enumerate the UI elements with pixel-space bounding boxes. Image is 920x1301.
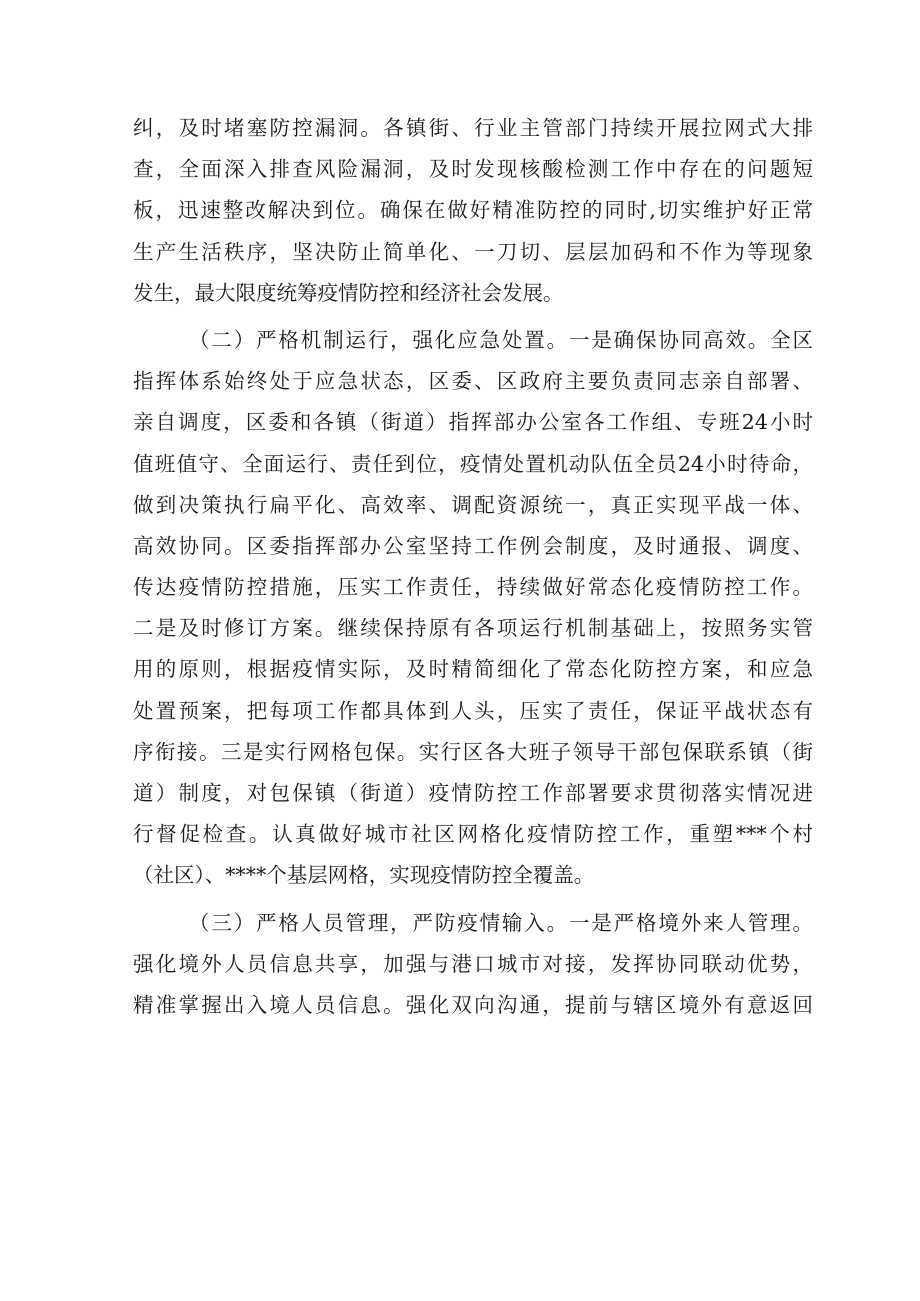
text-line: 值班值守、全面运行、责任到位，疫情处置机动队伍全员24小时待命，	[133, 451, 813, 476]
text-line: 做到决策执行扁平化、高效率、调配资源统一，真正实现平战一体、	[133, 492, 813, 517]
text-line: 查，全面深入排查风险漏洞，及时发现核酸检测工作中存在的问题短	[133, 157, 813, 182]
text-line: （社区）、****个基层网格，实现疫情防控全覆盖。	[133, 863, 595, 888]
text-line: 指挥体系始终处于应急状态，区委、区政府主要负责同志亲自部署、	[133, 369, 813, 394]
text-line: 板，迅速整改解决到位。确保在做好精准防控的同时,切实维护好正常	[133, 198, 813, 223]
text-line: 纠，及时堵塞防控漏洞。各镇街、行业主管部门持续开展拉网式大排	[133, 116, 813, 140]
text-line: 精准掌握出入境人员信息。强化双向沟通，提前与辖区境外有意返回	[133, 992, 813, 1017]
text-line: 传达疫情防控措施，压实工作责任，持续做好常态化疫情防控工作。	[133, 575, 813, 600]
text-line: 二是及时修订方案。继续保持原有各项运行机制基础上，按照务实管	[133, 616, 813, 641]
document-body	[133, 108, 813, 1026]
text-line: 强化境外人员信息共享，加强与港口城市对接，发挥协同联动优势，	[133, 951, 813, 976]
text-line: （二）严格机制运行，强化应急处置。一是确保协同高效。全区	[189, 327, 813, 352]
text-line: 道）制度，对包保镇（街道）疫情防控工作部署要求贯彻落实情况进	[133, 781, 813, 805]
text-line: 生产生活秩序，坚决防止简单化、一刀切、层层加码和不作为等现象	[133, 239, 813, 264]
text-line: （三）严格人员管理，严防疫情输入。一是严格境外来人管理。	[189, 910, 813, 935]
paragraph-3	[133, 903, 813, 1027]
text-line: 用的原则，根据疫情实际，及时精简细化了常态化防控方案，和应急	[133, 657, 813, 682]
text-line: 处置预案，把每项工作都具体到人头，压实了责任，保证平战状态有	[133, 698, 813, 723]
text-line: 发生，最大限度统筹疫情防控和经济社会发展。	[133, 280, 564, 305]
paragraph-1	[133, 108, 813, 314]
text-line: 序衔接。三是实行网格包保。实行区各大班子领导干部包保联系镇（街	[133, 739, 813, 764]
text-line: 行督促检查。认真做好城市社区网格化疫情防控工作，重塑***个村	[133, 822, 813, 847]
text-line: 亲自调度，区委和各镇（街道）指挥部办公室各工作组、专班24小时	[133, 410, 813, 435]
text-line: 高效协同。区委指挥部办公室坚持工作例会制度，及时通报、调度、	[133, 533, 813, 558]
paragraph-2	[133, 320, 813, 897]
